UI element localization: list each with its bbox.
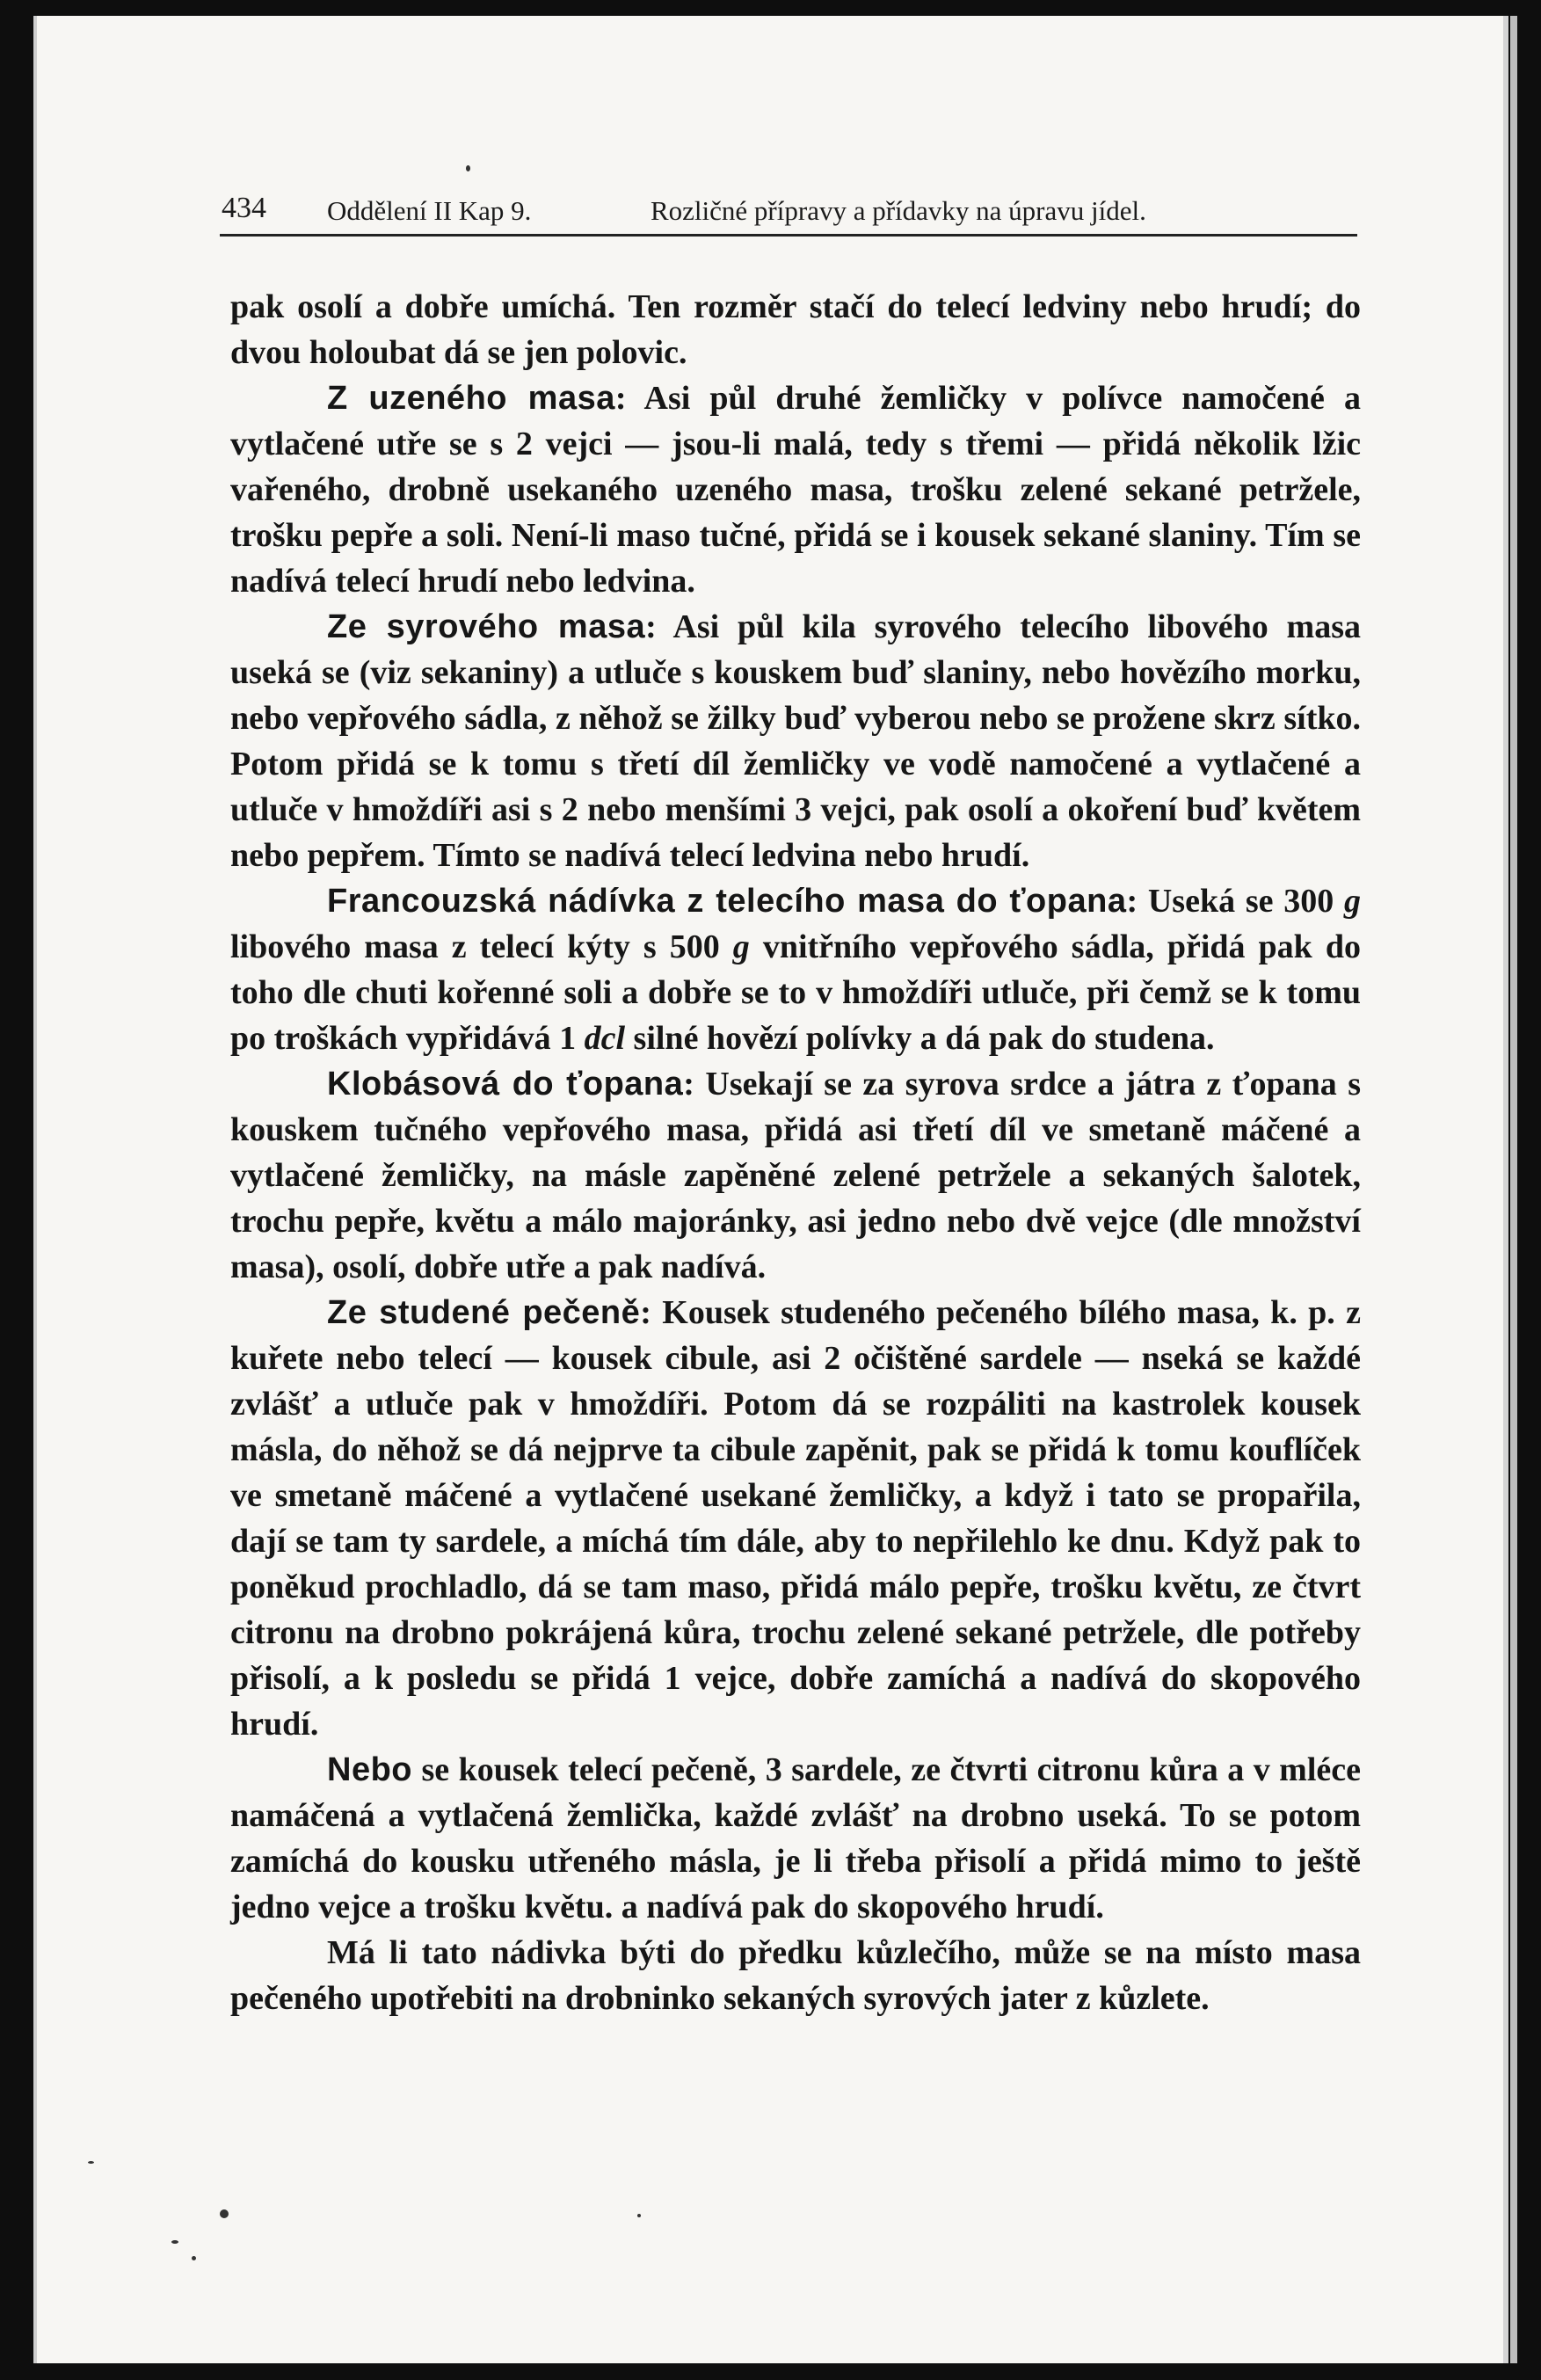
recipe-note [230,1930,1361,2021]
recipe-smoked-meat [230,375,1361,604]
unit-label: g [1344,883,1361,920]
paragraph-text: : Asi půl druhé žemličky v polívce namočené a vytlačené utře se s 2 vejci — jsou-li malá, tedy s třemi — přidá několik lžic vařeného, drobně usekaného uzeného masa, trošku zelené sekané petržele, trošku pepře a soli. Není-li maso tučné, přidá se i kousek sekané slaniny. Tím se nadívá telecí hrudí nebo ledvina. [230,380,1361,600]
scan-speck [637,2214,641,2217]
chapter-title: Rozličné přípravy a přídavky na úpravu jídel. [651,195,1146,226]
recipe-cold-roast [230,1290,1361,1747]
scan-speck [192,2256,196,2260]
recipe-heading: Klobásová do ťopana [327,1066,684,1103]
paragraph-text: : Usekají se za syrova srdce a játra z ťopana s kouskem tučného vepřového masa, přidá asi třetí díl ve smetaně máčené a vytlačené žemličky, na másle zapěněné zelené petržele a sekaných šalotek, trochu pepře, květu a málo majoránky, asi jedno nebo dvě vejce (dle množství masa), osolí, dobře utře a pak nadívá. [230,1066,1361,1285]
text-body [230,284,1361,2021]
scan-speck [466,165,470,171]
recipe-heading: Francouzská nádívka z telecího masa do ťopana [327,883,1127,920]
section-label: Oddělení II Kap 9. [327,195,532,226]
header-rule [220,234,1357,237]
recipe-heading: Ze syrového masa [327,608,646,645]
recipe-alternative [230,1747,1361,1930]
scan-speck [220,2209,229,2218]
page-edge [1510,16,1517,2363]
paragraph-text: : Useká se 300 [1126,883,1344,920]
paragraph-continuation [230,284,1361,375]
recipe-heading: Z uzeného masa [327,380,615,417]
scan-speck [88,2161,94,2164]
paragraph-text: pak osolí a dobře umíchá. Ten rozměr stačí do telecí ledviny nebo hrudí; do dvou holoubat dá se jen polovic. [230,288,1361,371]
paragraph-text: silné hovězí polívky a dá pak do studena. [625,1020,1215,1057]
paragraph-text: se kousek telecí pečeně, 3 sardele, ze čtvrti citronu kůra a v mléce namáčená a vytlačená žemlička, každé zvlášť na drobno useká. To se potom zamíchá do kousku utřeného másla, je li třeba přisolí a přidá mimo to ještě jedno vejce a trošku květu. a nadívá pak do skopového hrudí. [230,1751,1361,1925]
page-number: 434 [222,192,266,224]
recipe-sausage-stuffing [230,1061,1361,1290]
running-header [195,192,1357,234]
paragraph-text: : Asi půl kila syrového telecího libového masa useká se (viz sekaniny) a utluče s kouskem buď slaniny, nebo hovězího morku, nebo vepřového sádla, z něhož se žilky buď vyberou nebo se prožene skrz sítko. Potom přidá se k tomu s třetí díl žemličky ve vodě namočené a vytlačené a utluče v hmoždíři asi s 2 nebo menšími 3 vejci, pak osolí a okoření buď květem nebo pepřem. Tímto se nadívá telecí ledvina nebo hrudí. [230,608,1361,874]
unit-label: g [732,928,750,965]
paragraph-text: : Kousek studeného pečeného bílého masa, k. p. z kuřete nebo telecí — kousek cibule, asi 2 očištěné sardele — nseká se každé zvlášť a utluče pak v hmoždíři. Potom dá se rozpáliti na kastrolek kousek másla, do něhož se dá nejprve ta cibule zapěnit, pak se přidá k tomu kouflíček ve smetaně máčené a vytlačené usekané žemličky, a když i tato se propařila, dají se tam ty sardele, a míchá tím dále, aby to nepřilehlo ke dnu. Když pak to poněkud prochladlo, dá se tam maso, přidá málo pepře, trošku květu, ze čtvrt citronu na drobno pokrájená kůra, trochu zelené sekané petržele, dle potřeby přisolí, a k posledu se přidá 1 vejce, dobře zamíchá a nadívá do skopového hrudí. [230,1294,1361,1743]
recipe-heading: Ze studené pečeně [327,1294,641,1331]
recipe-raw-meat [230,604,1361,878]
scan-speck [171,2240,178,2244]
recipe-heading: Nebo [327,1751,412,1788]
paragraph-text: Má li tato nádivka býti do předku kůzlečího, může se na místo masa pečeného upotřebiti na drobninko sekaných syrových jater z kůzlete. [230,1934,1361,2017]
paragraph-text: vnitřního vepřového sádla, přidá pak do toho dle chuti kořenné soli a dobře se to v hmoždíři utluče, při čemž se k tomu po troškách vypřidává 1 [230,928,1361,1057]
paragraph-text: libového masa z telecí kýty s 500 [230,928,733,965]
unit-label: dcl [584,1020,626,1057]
recipe-french-stuffing [230,878,1361,1061]
